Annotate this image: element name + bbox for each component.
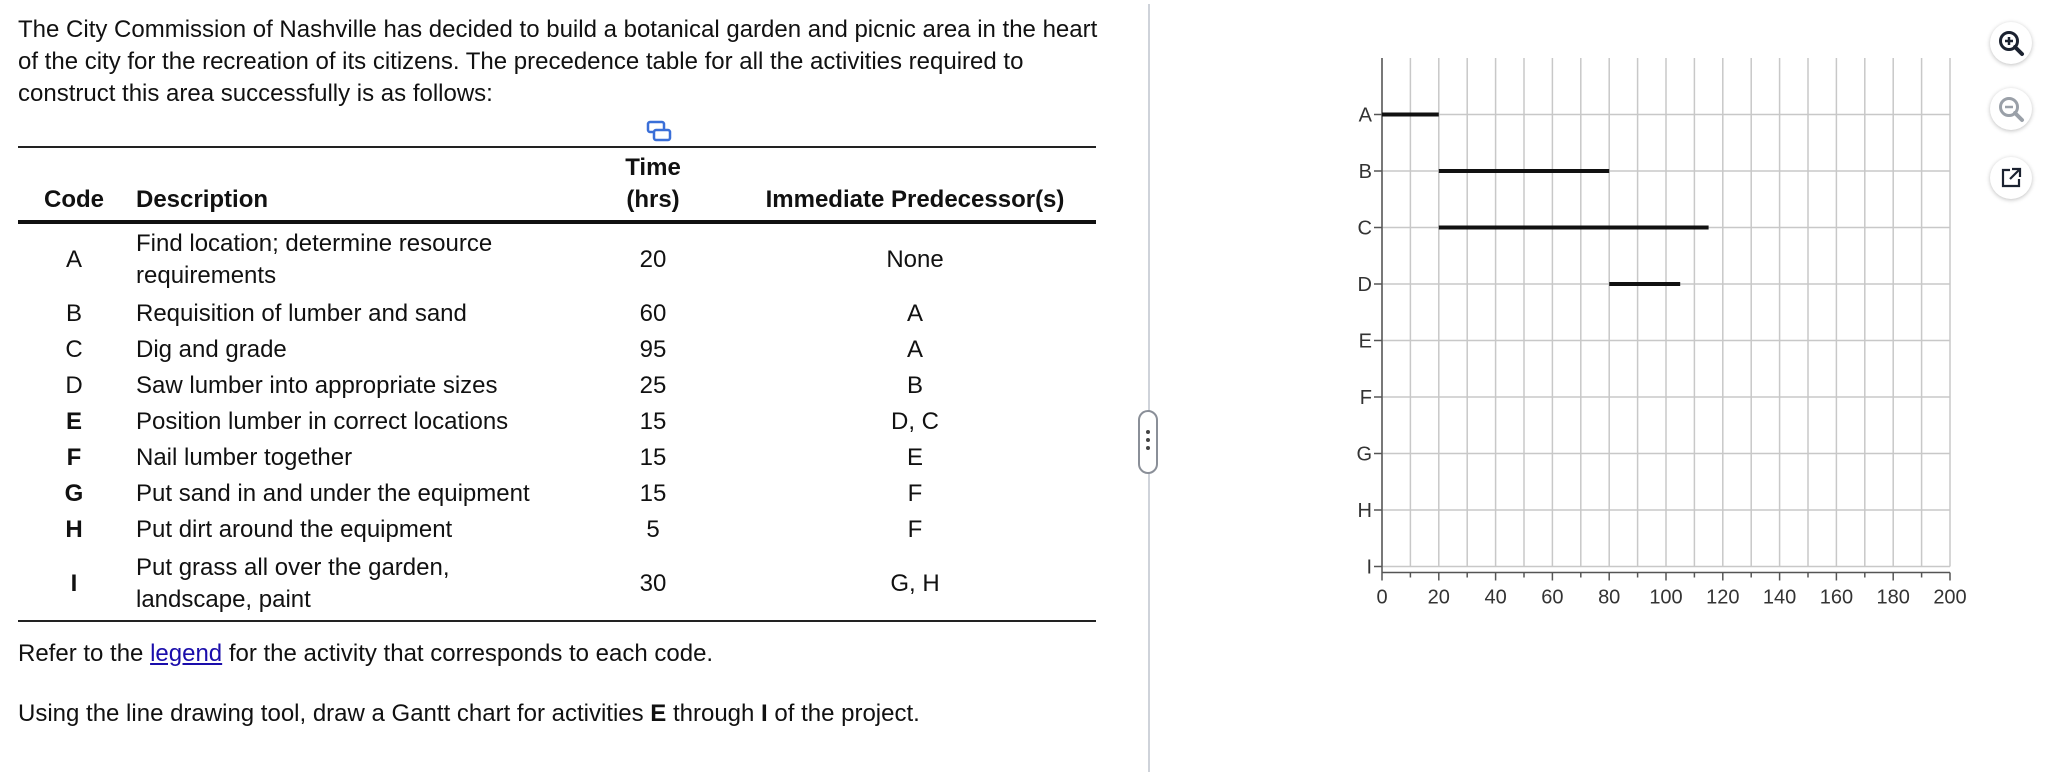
refer-before: Refer to the xyxy=(18,640,151,667)
cell-predecessors: G, H xyxy=(890,570,940,597)
table-row xyxy=(18,222,1096,296)
header-time-line2: (hrs) xyxy=(626,186,680,213)
table-row xyxy=(18,476,1096,512)
x-tick-label: 160 xyxy=(1819,586,1854,609)
y-tick-label: A xyxy=(1358,104,1372,127)
cell-code: C xyxy=(65,336,83,363)
cell-code: D xyxy=(65,372,83,399)
grip-dots-icon xyxy=(1146,430,1150,454)
instruction-bold-i: I xyxy=(761,700,768,727)
header-predecessors: Immediate Predecessor(s) xyxy=(765,186,1065,213)
cell-time: 15 xyxy=(639,444,667,471)
zoom-out-icon xyxy=(1997,95,2025,123)
x-tick-label: 60 xyxy=(1541,586,1564,609)
cell-code: G xyxy=(64,480,84,507)
header-description: Description xyxy=(136,186,269,213)
legend-link[interactable]: legend xyxy=(150,640,223,667)
y-tick-label: G xyxy=(1356,443,1372,466)
table-row xyxy=(18,368,1096,404)
cell-time: 30 xyxy=(639,570,667,597)
cell-predecessors: A xyxy=(906,336,923,363)
intro-text: The City Commission of Nashville has decided to build a botanical garden and picnic area in the heart of the city for the recreation of its citizens. The precedence table for all the activities required to construct this area successfully is as follows: xyxy=(18,16,1098,107)
cell-time: 5 xyxy=(646,516,660,543)
pane-divider xyxy=(1148,4,1150,772)
cell-description: Position lumber in correct locations xyxy=(136,408,509,435)
cell-description: Nail lumber together xyxy=(136,444,353,471)
cell-description: Saw lumber into appropriate sizes xyxy=(136,372,498,399)
cell-description: Put grass all over the garden, landscape, paint xyxy=(136,554,450,613)
y-tick-label: E xyxy=(1358,330,1372,353)
cell-code: E xyxy=(65,408,82,435)
cell-time: 15 xyxy=(639,480,667,507)
x-tick-label: 140 xyxy=(1762,586,1797,609)
x-tick-label: 0 xyxy=(1376,586,1388,609)
table-row xyxy=(18,548,1096,621)
instruction-part1: Using the line drawing tool, draw a Gantt chart for activities xyxy=(18,700,651,727)
cell-code: I xyxy=(70,570,78,597)
cell-code: B xyxy=(65,300,82,327)
precedence-table xyxy=(18,146,1096,622)
cell-time: 15 xyxy=(639,408,667,435)
cell-description: Dig and grade xyxy=(136,336,287,363)
cell-description: Put sand in and under the equipment xyxy=(136,480,530,507)
x-tick-label: 80 xyxy=(1598,586,1621,609)
instruction-text xyxy=(18,700,920,728)
cell-predecessors: B xyxy=(906,372,923,399)
cell-time: 95 xyxy=(639,336,667,363)
zoom-in-button[interactable] xyxy=(1990,22,2032,64)
cell-time: 20 xyxy=(639,246,667,273)
popout-button[interactable] xyxy=(1990,157,2032,199)
header-code: Code xyxy=(44,186,104,213)
cell-predecessors: D, C xyxy=(891,408,939,435)
y-tick-label: C xyxy=(1357,217,1372,240)
cell-predecessors: F xyxy=(907,516,923,543)
cell-time: 60 xyxy=(639,300,667,327)
cell-predecessors: F xyxy=(907,480,923,507)
cell-code: A xyxy=(65,246,82,273)
cell-description: Requisition of lumber and sand xyxy=(136,300,467,327)
table-row xyxy=(18,332,1096,368)
table-row xyxy=(18,512,1096,548)
cell-predecessors: None xyxy=(886,246,944,273)
table-header-row xyxy=(18,147,1096,222)
y-tick-label: D xyxy=(1357,274,1372,296)
instruction-bold-e: E xyxy=(650,700,667,727)
x-tick-label: 20 xyxy=(1427,586,1450,609)
cell-description: Put dirt around the equipment xyxy=(136,516,453,543)
x-tick-label: 120 xyxy=(1706,586,1740,609)
y-tick-label: I xyxy=(1366,556,1372,579)
table-row xyxy=(18,296,1096,332)
y-tick-label: H xyxy=(1357,500,1372,522)
instruction-part2: through xyxy=(666,700,762,727)
cell-code: H xyxy=(65,516,83,543)
zoom-in-icon xyxy=(1997,29,2025,57)
x-tick-label: 200 xyxy=(1933,586,1967,609)
copy-table-icon[interactable] xyxy=(646,120,672,144)
header-time xyxy=(572,147,734,222)
table-row xyxy=(18,440,1096,476)
cell-predecessors: E xyxy=(906,444,923,471)
cell-code: F xyxy=(66,444,82,471)
splitter-handle[interactable] xyxy=(1138,410,1158,474)
header-time-line1: Time xyxy=(625,154,681,181)
popout-icon xyxy=(1997,164,2025,192)
table-body xyxy=(18,222,1096,621)
zoom-out-button[interactable] xyxy=(1990,88,2032,130)
y-tick-label: F xyxy=(1359,387,1372,409)
x-tick-label: 180 xyxy=(1876,586,1910,609)
refer-text xyxy=(18,640,713,668)
cell-predecessors: A xyxy=(906,300,923,327)
y-tick-label: B xyxy=(1358,161,1372,183)
instruction-part3: of the project. xyxy=(767,700,920,727)
table-row xyxy=(18,404,1096,440)
cell-description: Find location; determine resource requirements xyxy=(136,230,493,289)
x-tick-label: 40 xyxy=(1484,586,1507,609)
x-tick-label: 100 xyxy=(1649,586,1683,609)
refer-after: for the activity that corresponds to each code. xyxy=(222,640,714,667)
gantt-chart[interactable] xyxy=(1340,40,1980,680)
cell-time: 25 xyxy=(639,372,667,399)
